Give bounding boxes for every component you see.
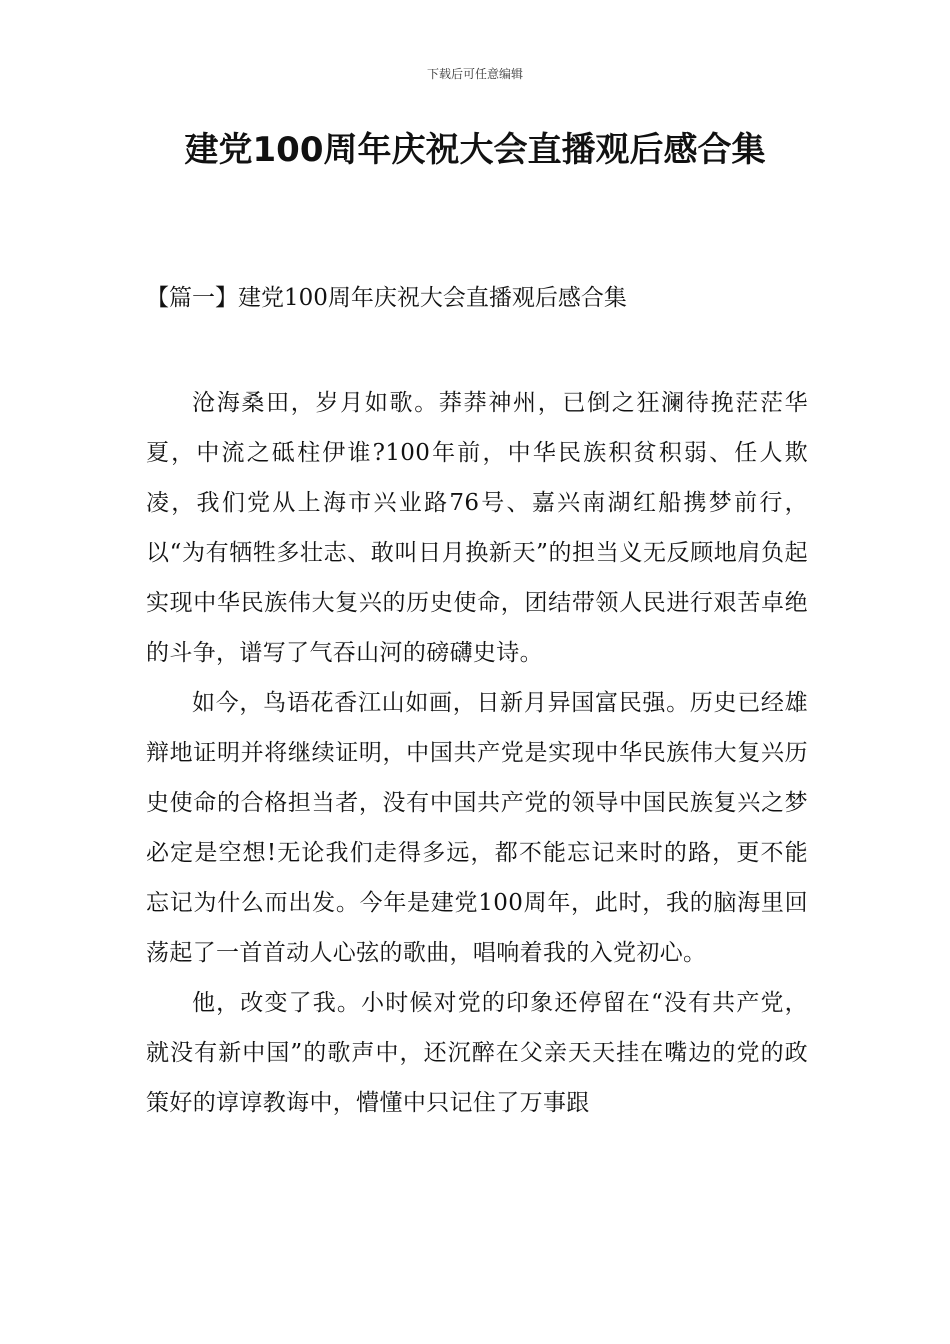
document-title: 建党100周年庆祝大会直播观后感合集 [184,130,766,170]
body-paragraph-3: 他，改变了我。小时候对党的印象还停留在“没有共产党，就没有新中国”的歌声中，还沉醉在父亲天天挂在嘴边的党的政策好的谆谆教诲中，懵懂中只记住了万事跟 [146,990,808,1116]
header-note: 下载后可任意编辑 [426,67,523,81]
body-paragraph-2: 如今，鸟语花香江山如画，日新月异国富民强。历史已经雄辩地证明并将继续证明，中国共产党是实现中华民族伟大复兴历史使命的合格担当者，没有中国共产党的领导中国民族复兴之梦必定是空想!无论我们走得多远，都不能忘记来时的路，更不能忘记为什么而出发。今年是建党100周年，此时，我的脑海里回荡起了一首首动人心弦的歌曲，唱响着我的入党初心。 [146,690,808,966]
body-paragraph-1: 沧海桑田，岁月如歌。莽莽神州，已倒之狂澜待挽茫茫华夏，中流之砥柱伊谁?100年前，中华民族积贫积弱、任人欺凌，我们党从上海市兴业路76号、嘉兴南湖红船携梦前行，以“为有牺牲多壮志、敢叫日月换新天”的担当义无反顾地肩负起实现中华民族伟大复兴的历史使命，团结带领人民进行艰苦卓绝的斗争，谱写了气吞山河的磅礴史诗。 [146,390,808,666]
document-body [146,378,808,1128]
section-heading: 【篇一】建党100周年庆祝大会直播观后感合集 [146,285,627,311]
